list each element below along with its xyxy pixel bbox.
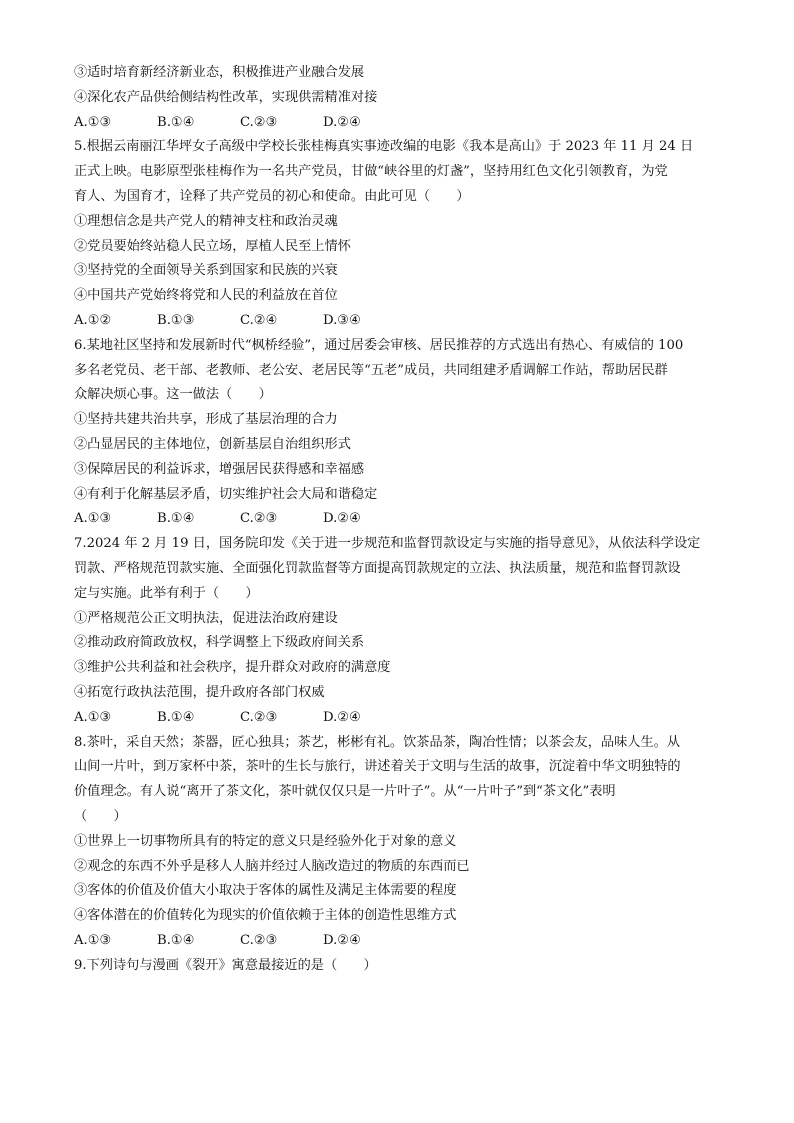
choice-item: ②推动政府简政放权，科学调整上下级政府间关系 (74, 635, 365, 651)
option-a: A.①③ (74, 932, 112, 948)
question-5 (74, 135, 724, 333)
question-stem: 多名老党员、老干部、老教师、老公安、老居民等“五老”成员，共同组建矛盾调解工作站，帮助居民群 (74, 362, 668, 378)
choice-item: ④拓宽行政执法范围，提升政府各部门权威 (74, 684, 325, 700)
question-stem: （ ） (74, 808, 127, 824)
choice-item: ③适时培育新经济新业态，积极推进产业融合发展 (74, 65, 365, 80)
choice-item: ③客体的价值及价值大小取决于客体的属性及满足主体需要的程度 (74, 883, 457, 899)
choice-item: ④深化农产品供给侧结构性改革，实现供需精准对接 (74, 89, 378, 105)
option-b: B.①③ (157, 312, 195, 328)
question-stem: 9.下列诗句与漫画《裂开》寓意最接近的是（ ） (74, 957, 377, 973)
option-b: B.①④ (157, 709, 195, 725)
choice-item: ④有利于化解基层矛盾，切实维护社会大局和谐稳定 (74, 486, 378, 502)
question-stem: 价值理念。有人说“离开了茶文化，茶叶就仅仅只是一片叶子”。从“一片叶子”到“茶文化”表明 (74, 784, 616, 800)
choice-item: ③保障居民的利益诉求，增强居民获得感和幸福感 (74, 461, 365, 477)
choice-item: ①世界上一切事物所具有的特定的意义只是经验外化于对象的意义 (74, 833, 457, 849)
choice-item: ②凸显居民的主体地位，创新基层自治组织形式 (74, 436, 351, 452)
option-a: A.①③ (74, 709, 112, 725)
answer-options (74, 929, 724, 954)
choice-item: ①严格规范公正文明执法，促进法治政府建设 (74, 610, 338, 626)
choice-item: ②观念的东西不外乎是移人人脑并经过人脑改造过的物质的东西而已 (74, 858, 470, 874)
question-7 (74, 532, 724, 730)
choice-item: ④客体潜在的价值转化为现实的价值依赖于主体的创造性思维方式 (74, 908, 457, 924)
option-a: A.①② (74, 312, 112, 328)
choice-item: ①坚持共建共治共享，形成了基层治理的合力 (74, 412, 338, 428)
option-b: B.①④ (157, 932, 195, 948)
option-d: D.②④ (323, 114, 361, 130)
option-a: A.①③ (74, 511, 112, 527)
option-c: C.②③ (240, 114, 278, 130)
option-c: C.②③ (240, 709, 278, 725)
question-8 (74, 731, 724, 954)
answer-options (74, 507, 724, 532)
question-stem: 正式上映。电影原型张桂梅作为一名共产党员，甘做“峡谷里的灯盏”，坚持用红色文化引领教育，为党 (74, 164, 668, 180)
choice-item: ①理想信念是共产党人的精神支柱和政治灵魂 (74, 213, 338, 229)
option-d: D.③④ (323, 312, 361, 328)
question-stem: 8.茶叶，采自天然；茶器，匠心独具；茶艺，彬彬有礼。饮茶品茶，陶冶性情；以茶会友，品味人生。从 (74, 734, 681, 750)
choice-item: ③维护公共利益和社会秩序，提升群众对政府的满意度 (74, 660, 391, 676)
question-stem: 众解决烦心事。这一做法（ ） (74, 387, 272, 403)
option-c: C.②④ (240, 312, 278, 328)
choice-item: ③坚持党的全面领导关系到国家和民族的兴衰 (74, 263, 338, 279)
question-stem: 7.2024 年 2 月 19 日，国务院印发《关于进一步规范和监督罚款设定与实施的指导意见》，从依法科学设定 (74, 536, 701, 552)
question-stem: 育人、为国育才，诠释了共产党员的初心和使命。由此可见（ ） (74, 188, 470, 204)
question-stem: 山间一片叶，到万家杯中茶，茶叶的生长与旅行，讲述着关于文明与生活的故事，沉淀着中华文明独特的 (74, 759, 681, 775)
answer-options (74, 111, 724, 136)
option-d: D.②④ (323, 709, 361, 725)
option-d: D.②④ (323, 511, 361, 527)
question-stem: 罚款、严格规范罚款实施、全面强化罚款监督等方面提高罚款规定的立法、执法质量，规范和监督罚款设 (74, 560, 681, 576)
question-9 (74, 954, 724, 979)
option-b: B.①④ (157, 114, 195, 130)
question-stem: 定与实施。此举有利于（ ） (74, 585, 259, 601)
exam-page (74, 61, 724, 978)
question-6 (74, 334, 724, 532)
question-4-tail (74, 61, 724, 135)
choice-item: ④中国共产党始终将党和人民的利益放在首位 (74, 288, 338, 304)
option-b: B.①④ (157, 511, 195, 527)
option-d: D.②④ (323, 932, 361, 948)
choice-item: ②党员要始终站稳人民立场，厚植人民至上情怀 (74, 238, 351, 254)
answer-options (74, 706, 724, 731)
option-c: C.②③ (240, 511, 278, 527)
option-c: C.②③ (240, 932, 278, 948)
option-a: A.①③ (74, 114, 112, 130)
answer-options (74, 309, 724, 334)
question-stem: 6.某地社区坚持和发展新时代“枫桥经验”，通过居委会审核、居民推荐的方式选出有热心、有威信的 100 (74, 337, 684, 353)
question-stem: 5.根据云南丽江华坪女子高级中学校长张桂梅真实事迹改编的电影《我本是高山》于 2023 年 11 月 24 日 (74, 139, 694, 155)
